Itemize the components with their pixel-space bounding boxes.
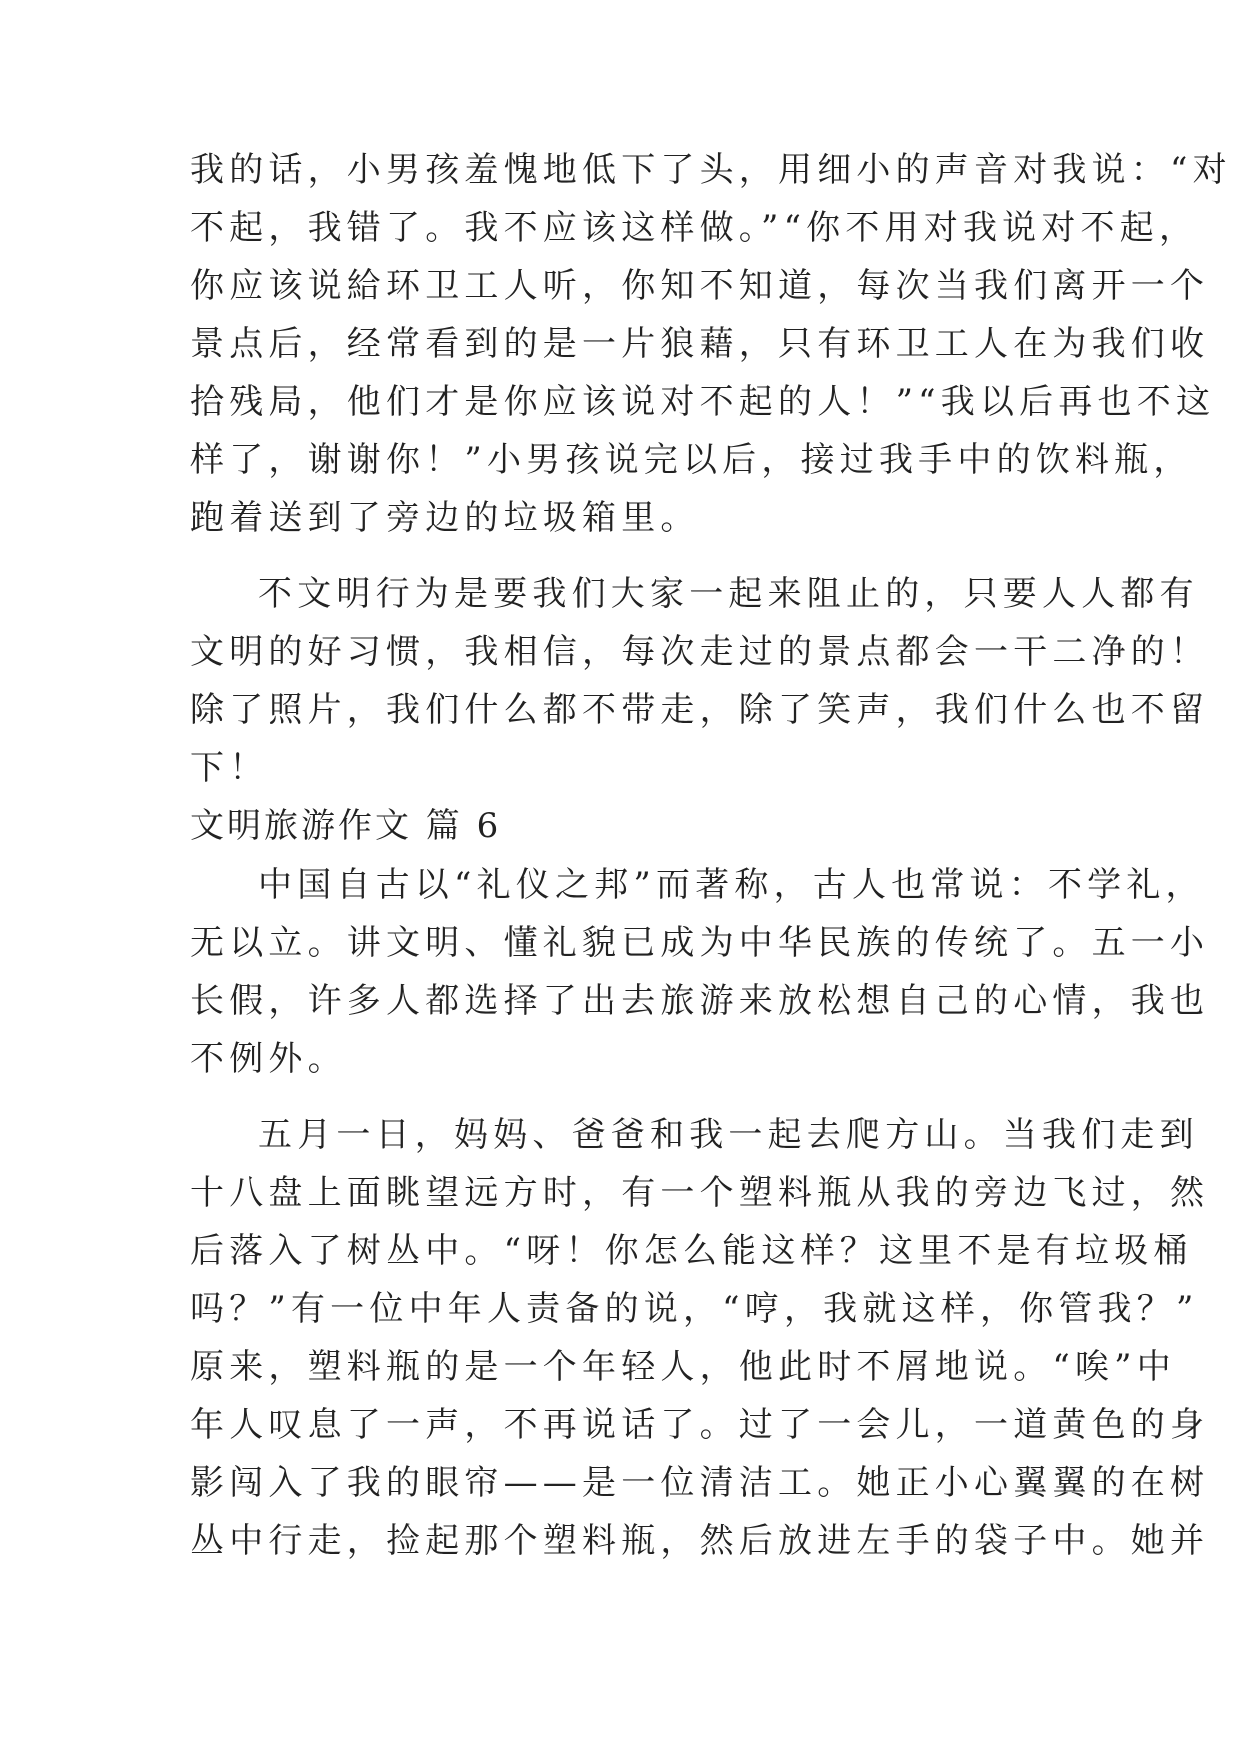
text-line: 你应该说給环卫工人听，你知不知道，每次当我们离开一个 — [190, 266, 1210, 306]
text-line: 影闯入了我的眼帘——是一位清洁工。她正小心翼翼的在树 — [190, 1463, 1210, 1503]
text-line: 丛中行走，捡起那个塑料瓶，然后放进左手的袋子中。她并 — [190, 1521, 1210, 1561]
text-line: 景点后，经常看到的是一片狼藉，只有环卫工人在为我们收 — [190, 324, 1210, 364]
text-line: 不例外。 — [190, 1039, 347, 1079]
text-line: 我的话，小男孩羞愧地低下了头，用细小的声音对我说：“对 — [190, 150, 1232, 190]
text-line: 后落入了树丛中。“呀！你怎么能这样？这里不是有垃圾桶 — [190, 1231, 1193, 1271]
text-line: 吗？”有一位中年人责备的说，“哼，我就这样，你管我？” — [190, 1289, 1199, 1329]
text-line: 十八盘上面眺望远方时，有一个塑料瓶从我的旁边飞过，然 — [190, 1173, 1210, 1213]
paragraph-first-line: 不文明行为是要我们大家一起来阻止的，只要人人都有 — [258, 574, 1199, 614]
text-line: 下！ — [190, 748, 269, 788]
text-line: 年人叹息了一声，不再说话了。过了一会儿，一道黄色的身 — [190, 1405, 1210, 1445]
section-heading: 文明旅游作文 篇 6 — [190, 806, 502, 846]
text-line: 跑着送到了旁边的垃圾箱里。 — [190, 498, 700, 538]
text-line: 除了照片，我们什么都不带走，除了笑声，我们什么也不留 — [190, 690, 1210, 730]
text-line: 样了，谢谢你！”小男孩说完以后，接过我手中的饮料瓶， — [190, 440, 1193, 480]
text-line: 不起，我错了。我不应该这样做。”“你不用对我说对不起， — [190, 208, 1199, 248]
text-line: 原来，塑料瓶的是一个年轻人，他此时不屑地说。“唉”中 — [190, 1347, 1176, 1387]
text-line: 拾残局，他们才是你应该说对不起的人！”“我以后再也不这 — [190, 382, 1216, 422]
text-line: 无以立。讲文明、懂礼貌已成为中华民族的传统了。五一小 — [190, 923, 1210, 963]
paragraph-first-line: 五月一日，妈妈、爸爸和我一起去爬方山。当我们走到 — [258, 1115, 1199, 1155]
paragraph-first-line: 中国自古以“礼仪之邦”而著称，古人也常说：不学礼， — [258, 865, 1205, 905]
text-line: 长假，许多人都选择了出去旅游来放松想自己的心情，我也 — [190, 981, 1210, 1021]
text-line: 文明的好习惯，我相信，每次走过的景点都会一干二净的！ — [190, 632, 1210, 672]
